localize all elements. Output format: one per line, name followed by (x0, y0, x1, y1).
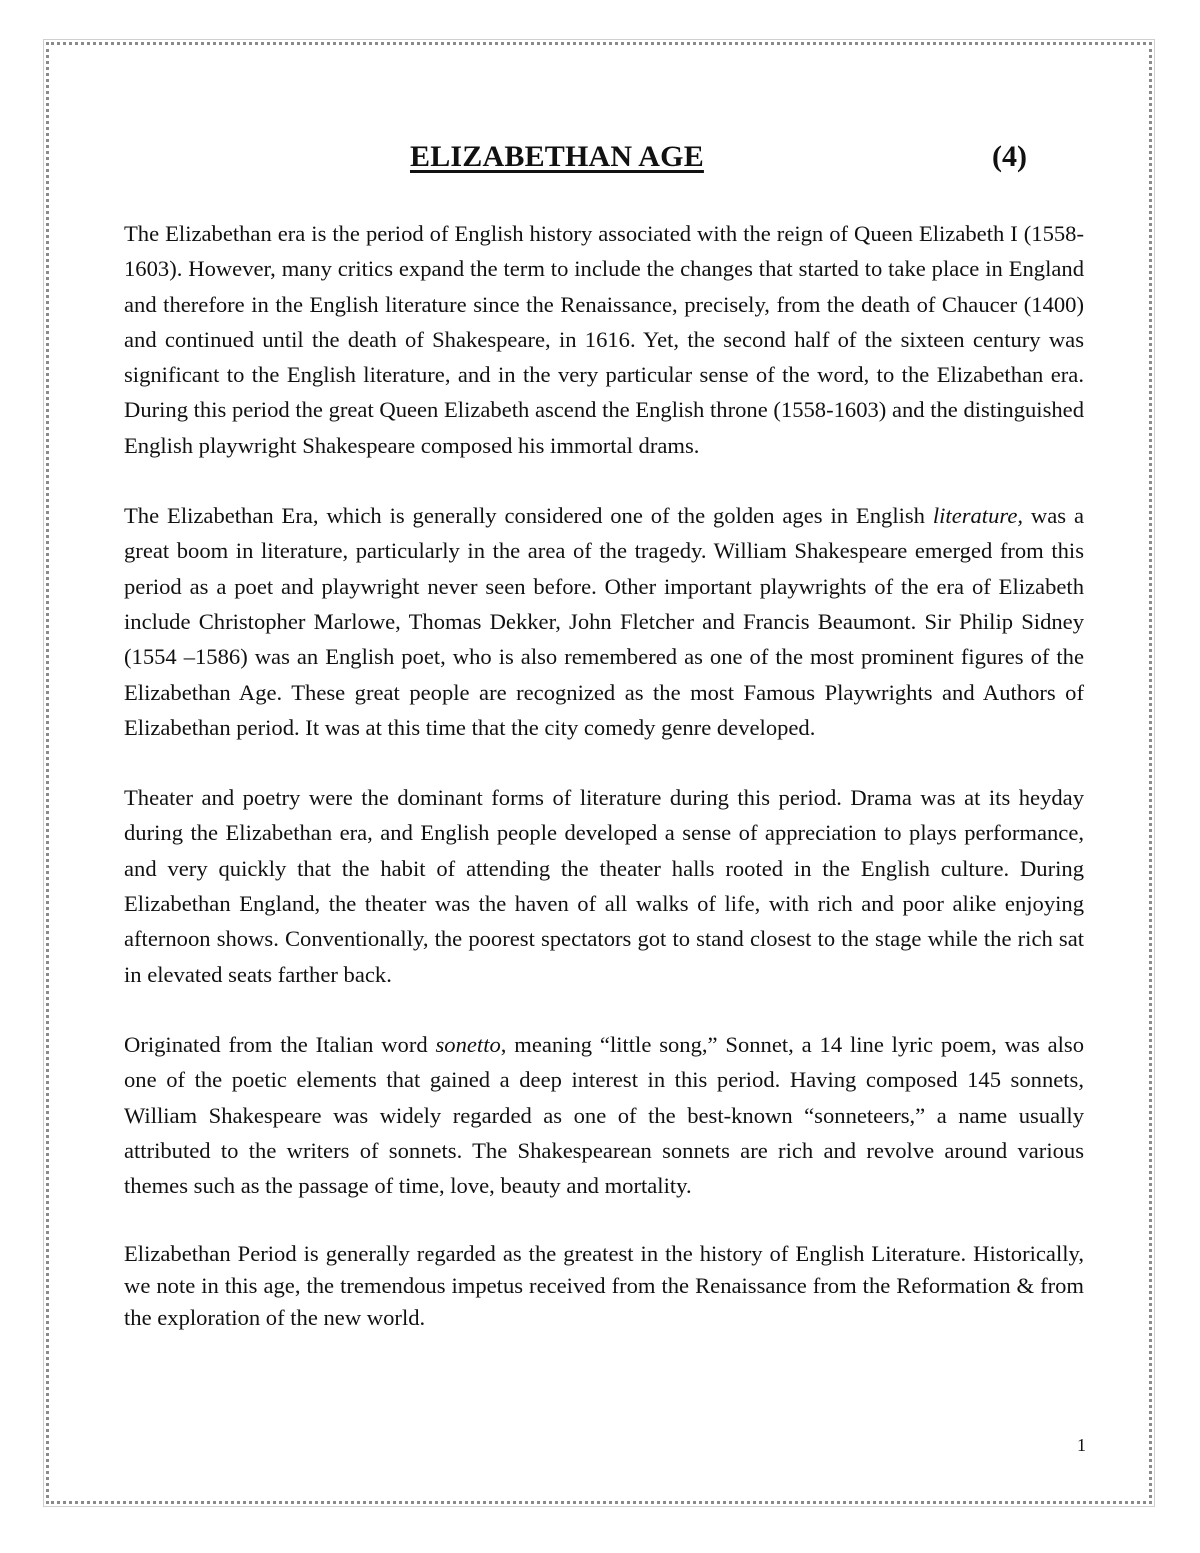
heading-row (122, 140, 1086, 184)
paragraph-conclusion: Elizabethan Period is generally regarded as the greatest in the history of English Literature. Historically, we note in this age, the tremendous impetus received from the Renaissance from the Reformation & from the exploration of the new world. (124, 1241, 1084, 1331)
paragraph-text: was a great boom in literature, particularly in the area of the tragedy. William Shakespeare emerged from this period as a poet and playwright never seen before. Other important playwrights of the era of Elizabeth include Christopher Marlowe, Thomas Dekker, John Fletcher and Francis Beaumont. Sir Philip Sidney (1554 –1586) was an English poet, who is also remembered as one of the most prominent figures of the Elizabethan Age. These great people are recognized as the most Famous Playwrights and Authors of Elizabethan period. It was at this time that the city comedy genre developed. (124, 503, 1084, 740)
italic-term: sonetto (435, 1031, 501, 1057)
italic-term: literature, (932, 503, 1024, 529)
paragraph-theater: Theater and poetry were the dominant forms of literature during this period. Drama was at its heyday during the Elizabethan era, and English people developed a sense of appreciation to plays performance, and very quickly that the habit of attending the theater halls rooted in the English culture. During Elizabethan England, the theater was the haven of all walks of life, with rich and poor alike enjoying afternoon shows. Conventionally, the poorest spectators got to stand closest to the stage while the rich sat in elevated seats farther back. (124, 785, 1084, 987)
paragraph-golden-age (124, 498, 1084, 745)
chapter-number: (4) (992, 140, 1027, 173)
page-number: 1 (1077, 1435, 1086, 1455)
page-title: ELIZABETHAN AGE (410, 140, 704, 173)
paragraph-intro: The Elizabethan era is the period of English history associated with the reign of Queen Elizabeth I (1558-1603). However, many critics expand the term to include the changes that started to take place in England and therefore in the English literature since the Renaissance, precisely, from the death of Chaucer (1400) and continued until the death of Shakespeare, in 1616. Yet, the second half of the sixteen century was significant to the English literature, and in the very particular sense of the word, to the Elizabethan era. During this period the great Queen Elizabeth ascend the English throne (1558-1603) and the distinguished English playwright Shakespeare composed his immortal drams. (124, 221, 1084, 458)
paragraph-text: The Elizabethan Era, which is generally considered one of the golden ages in English (124, 503, 933, 529)
paragraph-sonnet (124, 1027, 1084, 1203)
paragraph-text: , meaning “little song,” Sonnet, a 14 line lyric poem, was also one of the poetic elements that gained a deep interest in this period. Having composed 145 sonnets, William Shakespeare was widely regarded as one of the best-known “sonneteers,” a name usually attributed to the writers of sonnets. The Shakespearean sonnets are rich and revolve around various themes such as the passage of time, love, beauty and mortality. (124, 1031, 1084, 1199)
document-body (124, 216, 1084, 1334)
paragraph-text: Originated from the Italian word (124, 1031, 436, 1057)
